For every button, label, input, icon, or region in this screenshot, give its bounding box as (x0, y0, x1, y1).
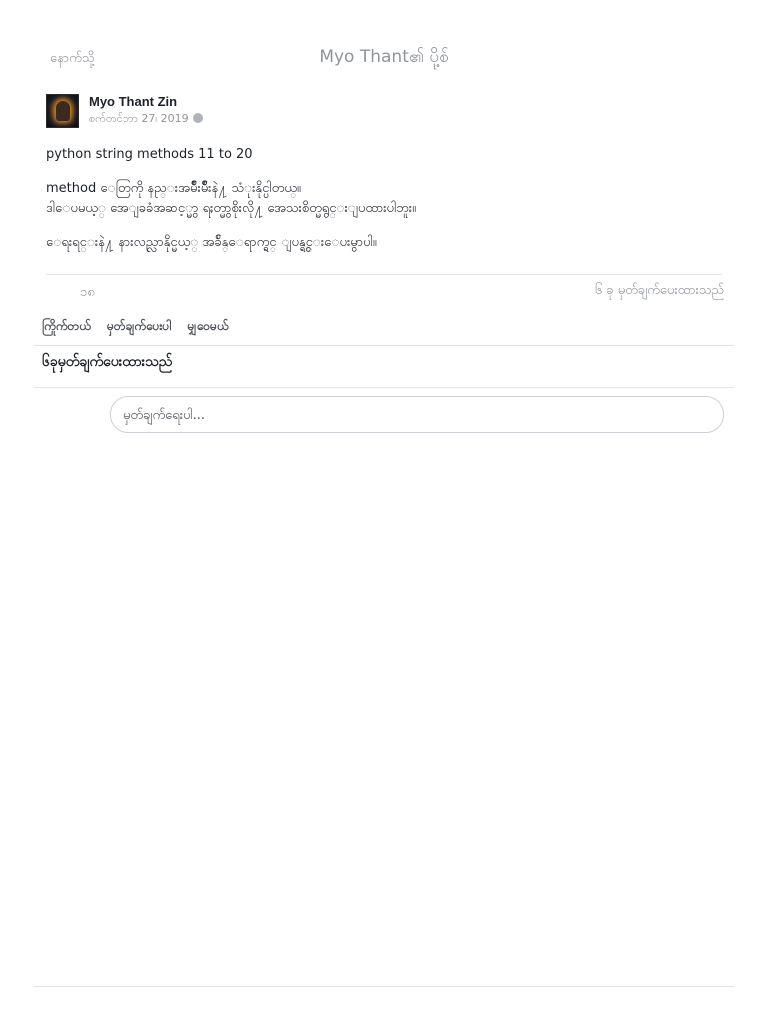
avatar-image (56, 101, 70, 121)
share-button[interactable]: မျှဝေမယ် (187, 319, 229, 333)
divider (46, 274, 722, 275)
page-title: Myo Thant၏ ပို့စ် (319, 47, 449, 67)
comment-box[interactable] (110, 396, 724, 433)
post-text-line: ဒါေပမယ့္ အေျခခံအဆင့္မွာ ရႈတ္မွာစိုးလို႔ အေသးစိတ္မရွင္းျပထားပါဘူး။ (46, 201, 416, 216)
top-bar (0, 38, 768, 78)
author-name[interactable]: Myo Thant Zin (89, 94, 178, 109)
post-header (46, 94, 726, 128)
post-text-line: ေရးရင္းနဲ႔ နားလည္လာနိုင္မယ့္ အခ်ိန္ေရာက္ရင္ ျပန္ရွင္းေပးမွာပါ။ (46, 235, 377, 250)
post-meta (89, 112, 203, 128)
like-button[interactable]: ကြိုက်တယ် (42, 319, 91, 333)
post-paragraph (46, 233, 726, 253)
post-actions (42, 318, 240, 338)
comment-count[interactable]: ၆ ခု မှတ်ချက်ပေးထားသည် (594, 283, 724, 298)
post-body (46, 145, 726, 267)
divider (34, 986, 734, 987)
divider (34, 387, 734, 388)
divider (34, 345, 734, 346)
post-paragraph (46, 179, 726, 219)
reactions-row (46, 282, 726, 302)
globe-icon (193, 113, 203, 123)
post-date[interactable]: စက်တင်ဘာ 27၊ 2019 (89, 112, 189, 125)
back-link[interactable]: နောက်သို့ (50, 51, 95, 66)
post-text-line: python string methods 11 to 20 (46, 147, 253, 162)
post-paragraph (46, 145, 726, 165)
avatar[interactable] (46, 94, 79, 128)
comment-input[interactable] (121, 397, 715, 434)
post-text-line: method ေတြကို နည္းအမ်ိဳးမ်ိဳးနဲ႔ သံုးနိုင္ပါတယ္။ (46, 181, 301, 196)
comments-heading: ၆ခုမှတ်ချက်ပေးထားသည် (42, 354, 173, 370)
reaction-count[interactable]: ၁၈ (80, 285, 95, 300)
comment-button[interactable]: မှတ်ချက်ပေးပါ (107, 319, 172, 333)
